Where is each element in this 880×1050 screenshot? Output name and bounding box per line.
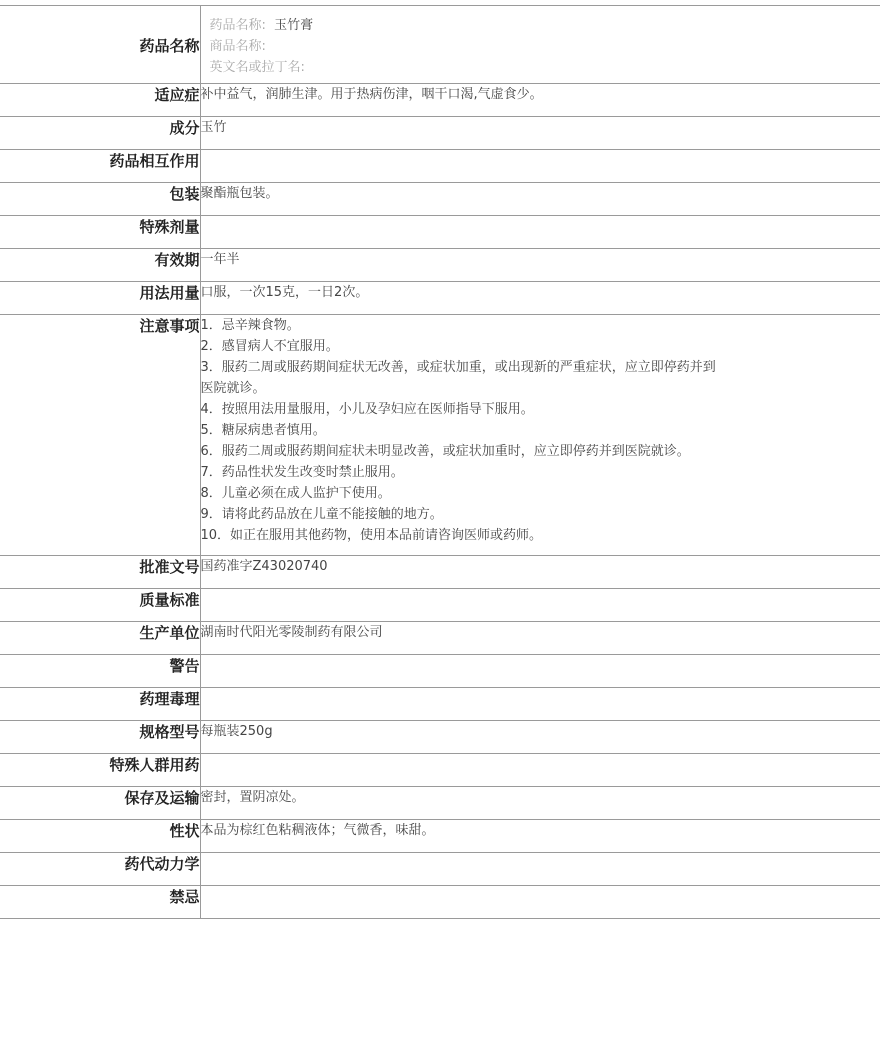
row-description (0, 820, 880, 853)
label-warning: 警告 (0, 655, 200, 688)
value-storage: 密封，置阴凉处。 (200, 787, 880, 820)
drug-name-value: 玉竹膏 (274, 18, 314, 33)
label-indications: 适应症 (0, 84, 200, 117)
label-ingredients: 成分 (0, 117, 200, 150)
row-quality-standard (0, 589, 880, 622)
label-storage: 保存及运输 (0, 787, 200, 820)
value-pharmacology (200, 688, 880, 721)
value-validity: 一年半 (200, 249, 880, 282)
label-special-population: 特殊人群用药 (0, 754, 200, 787)
row-pharmacology (0, 688, 880, 721)
precaution-item: 8．儿童必须在成人监护下使用。 (200, 486, 391, 501)
value-indications: 补中益气，润肺生津。用于热病伤津，咽干口渴,气虚食少。 (200, 84, 880, 117)
value-usage: 口服，一次15克，一日2次。 (200, 282, 880, 315)
precaution-item: 10．如正在服用其他药物，使用本品前请咨询医师或药师。 (200, 528, 543, 543)
precaution-item: 3．服药二周或服药期间症状无改善，或症状加重，或出现新的严重症状，应立即停药并到 (200, 360, 716, 375)
label-drug-name: 药品名称 (0, 6, 200, 84)
row-validity (0, 249, 880, 282)
precaution-item: 6．服药二周或服药期间症状未明显改善，或症状加重时，应立即停药并到医院就诊。 (200, 444, 690, 459)
row-manufacturer (0, 622, 880, 655)
row-storage (0, 787, 880, 820)
value-description: 本品为棕红色粘稠液体；气微香，味甜。 (200, 820, 880, 853)
row-spec (0, 721, 880, 754)
row-packaging (0, 183, 880, 216)
label-approval: 批准文号 (0, 556, 200, 589)
english-name-label: 英文名或拉丁名: (209, 60, 305, 75)
value-packaging: 聚酯瓶包装。 (200, 183, 880, 216)
label-description: 性状 (0, 820, 200, 853)
value-special-dosage (200, 216, 880, 249)
label-manufacturer: 生产单位 (0, 622, 200, 655)
value-ingredients: 玉竹 (200, 117, 880, 150)
label-contraindications: 禁忌 (0, 886, 200, 919)
precaution-item: 1．忌辛辣食物。 (200, 318, 300, 333)
label-validity: 有效期 (0, 249, 200, 282)
label-pharmacology: 药理毒理 (0, 688, 200, 721)
drug-spec-table (0, 5, 880, 919)
value-manufacturer: 湖南时代阳光零陵制药有限公司 (200, 622, 880, 655)
row-special-dosage (0, 216, 880, 249)
value-warning (200, 655, 880, 688)
label-special-dosage: 特殊剂量 (0, 216, 200, 249)
label-packaging: 包装 (0, 183, 200, 216)
value-drug-name (200, 6, 880, 84)
label-interactions: 药品相互作用 (0, 150, 200, 183)
row-indications (0, 84, 880, 117)
value-special-population (200, 754, 880, 787)
label-quality-standard: 质量标准 (0, 589, 200, 622)
drug-name-label: 药品名称: (209, 18, 266, 33)
row-warning (0, 655, 880, 688)
trade-name-label: 商品名称: (209, 39, 266, 54)
precaution-item: 2．感冒病人不宜服用。 (200, 339, 339, 354)
row-name (0, 6, 880, 84)
label-spec: 规格型号 (0, 721, 200, 754)
row-ingredients (0, 117, 880, 150)
precaution-item: 7．药品性状发生改变时禁止服用。 (200, 465, 404, 480)
value-quality-standard (200, 589, 880, 622)
label-usage: 用法用量 (0, 282, 200, 315)
value-interactions (200, 150, 880, 183)
value-pharmacokinetics (200, 853, 880, 886)
label-pharmacokinetics: 药代动力学 (0, 853, 200, 886)
row-precautions (0, 315, 880, 556)
value-contraindications (200, 886, 880, 919)
drug-name-line (210, 15, 880, 36)
precaution-item: 9．请将此药品放在儿童不能接触的地方。 (200, 507, 443, 522)
label-precautions: 注意事项 (0, 315, 200, 556)
precaution-item: 医院就诊。 (200, 381, 266, 396)
precaution-item: 5．糖尿病患者慎用。 (200, 423, 326, 438)
row-usage (0, 282, 880, 315)
precaution-item: 4．按照用法用量服用，小儿及孕妇应在医师指导下服用。 (200, 402, 534, 417)
row-interactions (0, 150, 880, 183)
value-spec: 每瓶装250g (200, 721, 880, 754)
row-approval (0, 556, 880, 589)
value-precautions (200, 315, 880, 556)
row-contraindications (0, 886, 880, 919)
value-approval: 国药准字Z43020740 (200, 556, 880, 589)
row-pharmacokinetics (0, 853, 880, 886)
row-special-population (0, 754, 880, 787)
